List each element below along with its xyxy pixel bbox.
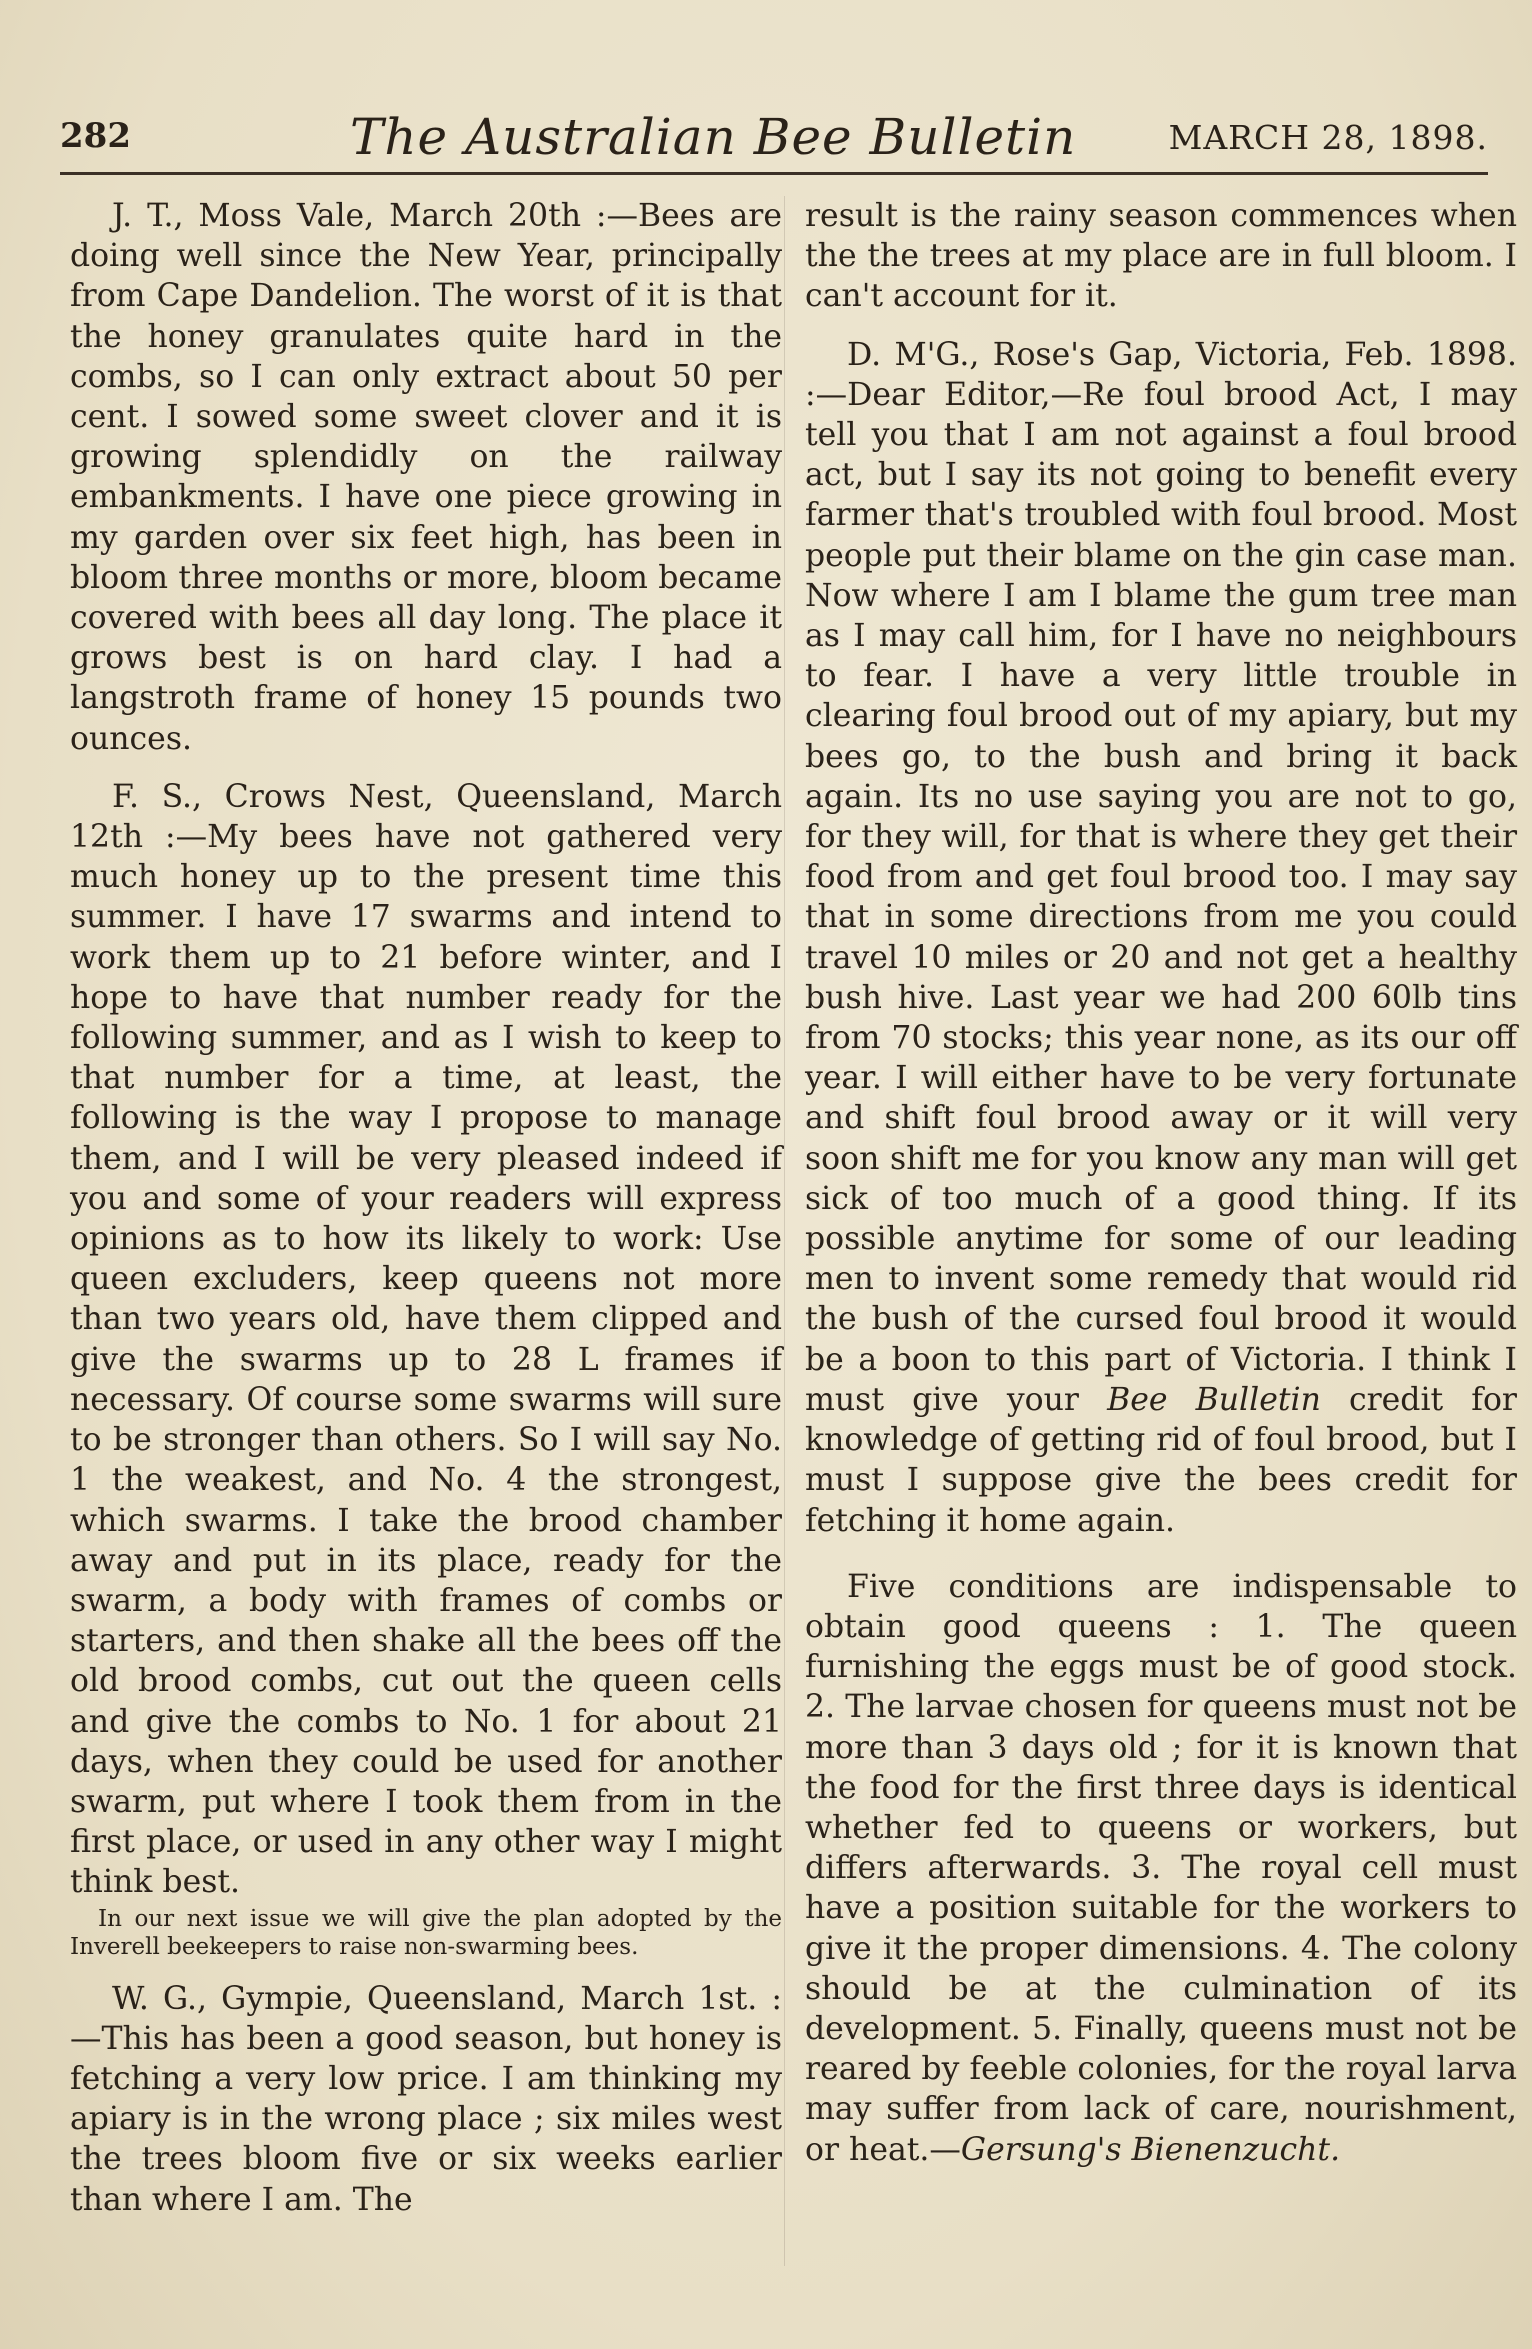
letter-dmg-roses-gap <box>805 335 1517 1541</box>
letter-jt-moss-vale: J. T., Moss Vale, March 20th :—Bees are doing well since the New Year, principally from Cape Dandelion. The worst of it is that the honey granulates quite hard in the combs, so I can only extract about 50 per cent. I sowed some sweet clover and it is growing splendidly on the railway embankments. I have one piece growing in my garden over six feet high, has been in bloom three months or more, bloom became covered with bees all day long. The place it grows best is on hard clay. I had a langstroth frame of honey 15 pounds two ounces. <box>70 198 782 757</box>
letter-dmg-text-lead: D. M'G., Rose's Gap, Victoria, Feb. 1898. :—Dear Editor,—Re foul brood Act, I may tell you that I am not against a foul brood act, but I say its not going to benefit every farmer that's troubled with foul brood. Most people put their blame on the gin case man. Now where I am I blame the gum tree man as I may call him, for I have no neighbours to fear. I have a very little trouble in clearing foul brood out of my apiary, but my bees go, to the bush and bring it back again. Its no use saying you are not to go, for they will, for that is where they get their food from and get foul brood too. I may say that in some directions from me you could travel 10 miles or 20 and not get a healthy bush hive. Last year we had 200 60lb tins from 70 stocks; this year none, as its our off year. I will either have to be very fortunate and shift foul brood away or it will very soon shift me for you know any man will get sick of too much of a good thing. If its possible anytime for some of our leading men to invent some remedy that would rid the bush of the cursed foul brood it would be a boon to this part of Victoria. I think I must give your <box>805 336 1517 1418</box>
page-number: 282 <box>60 116 131 156</box>
letter-dmg-text-tail: credit for knowledge of getting rid of foul brood, but I must I suppose give the bees credit for fetching it home again. <box>805 1381 1517 1539</box>
source-citation: Gersung's Bienenzucht. <box>960 2131 1341 2168</box>
left-column <box>70 196 782 2220</box>
spacer <box>70 759 782 777</box>
spacer <box>805 1541 1517 1567</box>
page-header <box>60 108 1488 170</box>
letter-wg-continued: result is the rainy season commences when the the trees at my place are in full bloom. I can't account for it. <box>805 198 1517 315</box>
queen-conditions-text: Five conditions are indispensable to obtain good queens : 1. The queen furnishing the eggs must be of good stock. 2. The larvae chosen for queens must not be more than 3 days old ; for it is known that the food for the first three days is identical whether fed to queens or workers, but differs afterwards. 3. The royal cell must have a position suitable for the workers to give it the proper dimensions. 4. The colony should be at the culmination of its development. 5. Finally, queens must not be reared by feeble colonies, for the royal larva may suffer from lack of care, nourishment, or heat.— <box>805 1568 1517 2168</box>
letter-wg-gympie: W. G., Gympie, Queensland, March 1st. :—This has been a good season, but honey is fetching a very low price. I am thinking my apiary is in the wrong place ; six miles west the trees bloom five or six weeks earlier than where I am. The <box>70 1980 782 2218</box>
queen-conditions-article <box>805 1567 1517 2170</box>
right-column <box>805 196 1517 2170</box>
spacer <box>805 317 1517 335</box>
header-rule <box>60 172 1488 175</box>
letter-fs-crows-nest: F. S., Crows Nest, Queensland, March 12th :—My bees have not gathered very much honey up to the present time this summer. I have 17 swarms and intend to work them up to 21 before winter, and I hope to have that number ready for the following summer, and as I wish to keep to that number for a time, at least, the following is the way I propose to manage them, and I will be very pleased indeed if you and some of your readers will express opinions as to how its likely to work: Use queen excluders, keep queens not more than two years old, have them clipped and give the swarms up to 28 L frames if necessary. Of course some swarms will sure to be stronger than others. So I will say No. 1 the weakest, and No. 4 the strongest, which swarms. I take the brood chamber away and put in its place, ready for the swarm, a body with frames of combs or starters, and then shake all the bees off the old brood combs, cut out the queen cells and give the combs to No. 1 for about 21 days, when they could be used for another swarm, put where I took them from in the first place, or used in any other way I might think best. <box>70 778 782 1901</box>
issue-date: MARCH 28, 1898. <box>1168 118 1488 157</box>
column-divider <box>784 196 785 2266</box>
publication-title: The Australian Bee Bulletin <box>350 108 1077 166</box>
editor-note: In our next issue we will give the plan adopted by the Inverell beekeepers to raise non-swarming bees. <box>70 1905 782 1960</box>
spacer <box>70 1961 782 1979</box>
bee-bulletin-italic: Bee Bulletin <box>1107 1381 1321 1418</box>
